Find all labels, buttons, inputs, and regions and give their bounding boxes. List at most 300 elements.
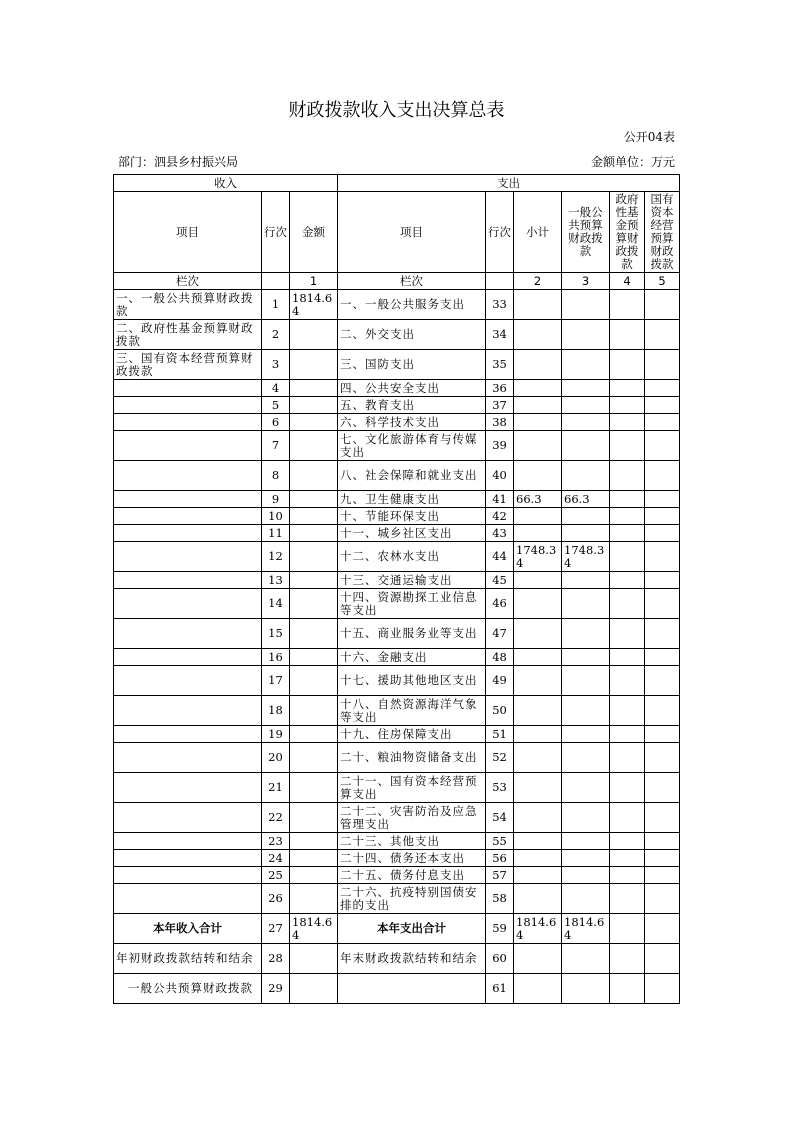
income-amount-header: 金额 bbox=[290, 192, 338, 273]
table-row bbox=[114, 833, 680, 850]
subtotal-value bbox=[514, 320, 562, 350]
budget-table bbox=[113, 174, 680, 1004]
subtotal-value bbox=[514, 884, 562, 914]
state-capital-value bbox=[645, 884, 680, 914]
general-budget-value bbox=[562, 290, 610, 320]
table-row bbox=[114, 944, 680, 974]
income-item bbox=[114, 491, 262, 508]
income-amount bbox=[290, 572, 338, 589]
expense-line: 51 bbox=[486, 726, 514, 743]
income-amount bbox=[290, 619, 338, 649]
table-row bbox=[114, 726, 680, 743]
income-amount bbox=[290, 884, 338, 914]
table-row bbox=[114, 542, 680, 572]
table-row bbox=[114, 380, 680, 397]
general-budget-value: 1814.64 bbox=[562, 914, 610, 944]
general-budget-value bbox=[562, 431, 610, 461]
general-budget-header: 一般公共预算财政拨款 bbox=[562, 192, 610, 273]
general-budget-value bbox=[562, 773, 610, 803]
income-item bbox=[114, 508, 262, 525]
fund-budget-value bbox=[610, 850, 645, 867]
income-item bbox=[114, 833, 262, 850]
income-item bbox=[114, 803, 262, 833]
subtotal-value bbox=[514, 508, 562, 525]
fund-budget-value bbox=[610, 491, 645, 508]
income-line: 11 bbox=[262, 525, 290, 542]
expense-line: 39 bbox=[486, 431, 514, 461]
state-capital-value bbox=[645, 461, 680, 491]
state-capital-value bbox=[645, 320, 680, 350]
income-line: 17 bbox=[262, 666, 290, 696]
fund-budget-value bbox=[610, 461, 645, 491]
income-item bbox=[114, 743, 262, 773]
income-amount bbox=[290, 649, 338, 666]
state-capital-value bbox=[645, 491, 680, 508]
income-item bbox=[114, 850, 262, 867]
fund-budget-value bbox=[610, 320, 645, 350]
state-capital-value bbox=[645, 649, 680, 666]
income-line: 4 bbox=[262, 380, 290, 397]
subtotal-value bbox=[514, 867, 562, 884]
subtotal-value bbox=[514, 619, 562, 649]
income-amount bbox=[290, 380, 338, 397]
expense-item: 二十、粮油物资储备支出 bbox=[338, 743, 486, 773]
general-budget-value bbox=[562, 696, 610, 726]
expense-line: 45 bbox=[486, 572, 514, 589]
income-line: 9 bbox=[262, 491, 290, 508]
state-capital-value bbox=[645, 572, 680, 589]
expense-line: 42 bbox=[486, 508, 514, 525]
income-line: 13 bbox=[262, 572, 290, 589]
state-capital-value bbox=[645, 944, 680, 974]
table-row bbox=[114, 320, 680, 350]
income-line: 29 bbox=[262, 974, 290, 1004]
fund-budget-value bbox=[610, 867, 645, 884]
expense-item: 四、公共安全支出 bbox=[338, 380, 486, 397]
expense-line: 53 bbox=[486, 773, 514, 803]
expense-item: 六、科学技术支出 bbox=[338, 414, 486, 431]
table-row bbox=[114, 773, 680, 803]
income-amount bbox=[290, 350, 338, 380]
expense-line: 47 bbox=[486, 619, 514, 649]
income-amount bbox=[290, 666, 338, 696]
income-line: 2 bbox=[262, 320, 290, 350]
fund-budget-value bbox=[610, 414, 645, 431]
income-line: 5 bbox=[262, 397, 290, 414]
general-budget-value bbox=[562, 743, 610, 773]
col-number-3: 3 bbox=[562, 273, 610, 290]
fund-budget-value bbox=[610, 726, 645, 743]
col-number-5: 5 bbox=[645, 273, 680, 290]
expense-item: 七、文化旅游体育与传媒支出 bbox=[338, 431, 486, 461]
table-row bbox=[114, 572, 680, 589]
table-row bbox=[114, 914, 680, 944]
page-title: 财政拨款收入支出决算总表 bbox=[288, 100, 505, 121]
subtotal-value bbox=[514, 696, 562, 726]
table-row bbox=[114, 525, 680, 542]
fund-budget-value bbox=[610, 833, 645, 850]
general-budget-value bbox=[562, 726, 610, 743]
general-budget-value bbox=[562, 666, 610, 696]
table-row bbox=[114, 350, 680, 380]
income-item bbox=[114, 884, 262, 914]
income-item bbox=[114, 649, 262, 666]
table-row bbox=[114, 397, 680, 414]
income-line: 14 bbox=[262, 589, 290, 619]
expense-item: 二十一、国有资本经营预算支出 bbox=[338, 773, 486, 803]
state-capital-value bbox=[645, 773, 680, 803]
income-amount bbox=[290, 397, 338, 414]
expense-item: 年末财政拨款结转和结余 bbox=[338, 944, 486, 974]
subtotal-value: 1748.34 bbox=[514, 542, 562, 572]
general-budget-value bbox=[562, 619, 610, 649]
subtotal-value bbox=[514, 803, 562, 833]
income-amount bbox=[290, 803, 338, 833]
general-budget-value bbox=[562, 380, 610, 397]
state-capital-value bbox=[645, 696, 680, 726]
expense-item: 十一、城乡社区支出 bbox=[338, 525, 486, 542]
expense-line: 61 bbox=[486, 974, 514, 1004]
income-col-label: 栏次 bbox=[114, 273, 262, 290]
state-capital-value bbox=[645, 431, 680, 461]
fund-budget-header: 政府性基金预算财政拨款 bbox=[610, 192, 645, 273]
state-capital-value bbox=[645, 666, 680, 696]
income-line-header: 行次 bbox=[262, 192, 290, 273]
table-row bbox=[114, 589, 680, 619]
fund-budget-value bbox=[610, 649, 645, 666]
income-item bbox=[114, 773, 262, 803]
income-amount bbox=[290, 696, 338, 726]
expense-item: 五、教育支出 bbox=[338, 397, 486, 414]
income-line: 28 bbox=[262, 944, 290, 974]
expense-line: 38 bbox=[486, 414, 514, 431]
subtotal-value bbox=[514, 726, 562, 743]
state-capital-value bbox=[645, 589, 680, 619]
fund-budget-value bbox=[610, 619, 645, 649]
expense-line: 41 bbox=[486, 491, 514, 508]
general-budget-value bbox=[562, 850, 610, 867]
fund-budget-value bbox=[610, 542, 645, 572]
general-budget-value bbox=[562, 884, 610, 914]
fund-budget-value bbox=[610, 743, 645, 773]
expense-line: 56 bbox=[486, 850, 514, 867]
expense-item: 九、卫生健康支出 bbox=[338, 491, 486, 508]
income-item bbox=[114, 589, 262, 619]
state-capital-value bbox=[645, 350, 680, 380]
expense-line: 52 bbox=[486, 743, 514, 773]
table-row bbox=[114, 461, 680, 491]
expense-line: 37 bbox=[486, 397, 514, 414]
expense-item: 十七、援助其他地区支出 bbox=[338, 666, 486, 696]
expense-item: 十三、交通运输支出 bbox=[338, 572, 486, 589]
fund-budget-value bbox=[610, 884, 645, 914]
subtotal-value bbox=[514, 290, 562, 320]
subtotal-value bbox=[514, 974, 562, 1004]
fund-budget-value bbox=[610, 666, 645, 696]
fund-budget-value bbox=[610, 773, 645, 803]
expense-line: 35 bbox=[486, 350, 514, 380]
income-amount bbox=[290, 542, 338, 572]
expense-line: 36 bbox=[486, 380, 514, 397]
expense-item: 十四、资源勘探工业信息等支出 bbox=[338, 589, 486, 619]
income-line: 8 bbox=[262, 461, 290, 491]
table-row bbox=[114, 974, 680, 1004]
expense-item: 本年支出合计 bbox=[338, 914, 486, 944]
subtotal-value bbox=[514, 944, 562, 974]
income-amount bbox=[290, 773, 338, 803]
expense-line: 55 bbox=[486, 833, 514, 850]
state-capital-value bbox=[645, 525, 680, 542]
income-item bbox=[114, 726, 262, 743]
expense-item: 二十三、其他支出 bbox=[338, 833, 486, 850]
col-number-4: 4 bbox=[610, 273, 645, 290]
subtotal-value bbox=[514, 572, 562, 589]
income-item: 三、国有资本经营预算财政拨款 bbox=[114, 350, 262, 380]
general-budget-value bbox=[562, 414, 610, 431]
fund-budget-value bbox=[610, 589, 645, 619]
expense-item: 二十四、债务还本支出 bbox=[338, 850, 486, 867]
income-amount bbox=[290, 431, 338, 461]
state-capital-value bbox=[645, 867, 680, 884]
expense-item: 十六、金融支出 bbox=[338, 649, 486, 666]
col-number-2: 2 bbox=[514, 273, 562, 290]
expense-line: 48 bbox=[486, 649, 514, 666]
fund-budget-value bbox=[610, 572, 645, 589]
general-budget-value bbox=[562, 649, 610, 666]
income-item: 年初财政拨款结转和结余 bbox=[114, 944, 262, 974]
expense-line: 58 bbox=[486, 884, 514, 914]
income-item bbox=[114, 431, 262, 461]
income-amount bbox=[290, 508, 338, 525]
state-capital-value bbox=[645, 850, 680, 867]
general-budget-value bbox=[562, 461, 610, 491]
table-row bbox=[114, 290, 680, 320]
subtotal-value bbox=[514, 589, 562, 619]
expense-line-header: 行次 bbox=[486, 192, 514, 273]
income-line: 3 bbox=[262, 350, 290, 380]
expense-item: 二十五、债务付息支出 bbox=[338, 867, 486, 884]
expense-line: 50 bbox=[486, 696, 514, 726]
expense-line-col bbox=[486, 273, 514, 290]
fund-budget-value bbox=[610, 380, 645, 397]
income-amount bbox=[290, 974, 338, 1004]
income-amount bbox=[290, 320, 338, 350]
income-item bbox=[114, 397, 262, 414]
income-line: 26 bbox=[262, 884, 290, 914]
subtotal-value bbox=[514, 833, 562, 850]
income-item bbox=[114, 696, 262, 726]
table-row bbox=[114, 850, 680, 867]
general-budget-value bbox=[562, 350, 610, 380]
income-amount bbox=[290, 944, 338, 974]
income-item: 本年收入合计 bbox=[114, 914, 262, 944]
income-item bbox=[114, 867, 262, 884]
income-item bbox=[114, 542, 262, 572]
expense-item: 十、节能环保支出 bbox=[338, 508, 486, 525]
subtotal-value bbox=[514, 414, 562, 431]
expense-item: 十二、农林水支出 bbox=[338, 542, 486, 572]
state-capital-value bbox=[645, 619, 680, 649]
subtotal-value bbox=[514, 773, 562, 803]
table-row bbox=[114, 696, 680, 726]
table-row bbox=[114, 743, 680, 773]
state-capital-value bbox=[645, 726, 680, 743]
income-item bbox=[114, 572, 262, 589]
income-line: 12 bbox=[262, 542, 290, 572]
expense-item: 八、社会保障和就业支出 bbox=[338, 461, 486, 491]
state-capital-value bbox=[645, 974, 680, 1004]
state-capital-header: 国有资本经营预算财政拨款 bbox=[645, 192, 680, 273]
income-item: 二、政府性基金预算财政拨款 bbox=[114, 320, 262, 350]
subtotal-value bbox=[514, 397, 562, 414]
income-item bbox=[114, 666, 262, 696]
expense-item: 二十二、灾害防治及应急管理支出 bbox=[338, 803, 486, 833]
income-item bbox=[114, 461, 262, 491]
income-line: 6 bbox=[262, 414, 290, 431]
income-line: 27 bbox=[262, 914, 290, 944]
income-item bbox=[114, 414, 262, 431]
general-budget-value bbox=[562, 867, 610, 884]
state-capital-value bbox=[645, 397, 680, 414]
table-row bbox=[114, 508, 680, 525]
expense-line: 57 bbox=[486, 867, 514, 884]
state-capital-value bbox=[645, 803, 680, 833]
income-amount bbox=[290, 414, 338, 431]
expense-line: 54 bbox=[486, 803, 514, 833]
table-row bbox=[114, 884, 680, 914]
income-item bbox=[114, 525, 262, 542]
subtotal-value bbox=[514, 850, 562, 867]
subtotal-value bbox=[514, 461, 562, 491]
income-amount: 1814.64 bbox=[290, 914, 338, 944]
general-budget-value bbox=[562, 397, 610, 414]
subtotal-value: 66.3 bbox=[514, 491, 562, 508]
income-amount bbox=[290, 491, 338, 508]
expense-item: 二、外交支出 bbox=[338, 320, 486, 350]
expense-line: 44 bbox=[486, 542, 514, 572]
expense-line: 43 bbox=[486, 525, 514, 542]
state-capital-value bbox=[645, 743, 680, 773]
income-line: 24 bbox=[262, 850, 290, 867]
expense-item: 十九、住房保障支出 bbox=[338, 726, 486, 743]
expense-header: 支出 bbox=[338, 175, 680, 192]
income-line: 15 bbox=[262, 619, 290, 649]
income-line: 7 bbox=[262, 431, 290, 461]
state-capital-value bbox=[645, 542, 680, 572]
expense-item: 十五、商业服务业等支出 bbox=[338, 619, 486, 649]
income-line: 18 bbox=[262, 696, 290, 726]
general-budget-value bbox=[562, 320, 610, 350]
expense-line: 33 bbox=[486, 290, 514, 320]
state-capital-value bbox=[645, 290, 680, 320]
department-label: 部门：泗县乡村振兴局 bbox=[118, 155, 239, 169]
general-budget-value: 66.3 bbox=[562, 491, 610, 508]
table-row bbox=[114, 649, 680, 666]
fund-budget-value bbox=[610, 431, 645, 461]
subtotal-value bbox=[514, 666, 562, 696]
state-capital-value bbox=[645, 508, 680, 525]
table-row bbox=[114, 803, 680, 833]
table-row bbox=[114, 666, 680, 696]
subtotal-value bbox=[514, 380, 562, 397]
general-budget-value bbox=[562, 833, 610, 850]
subtotal-value: 1814.64 bbox=[514, 914, 562, 944]
state-capital-value bbox=[645, 833, 680, 850]
fund-budget-value bbox=[610, 696, 645, 726]
income-amount: 1814.64 bbox=[290, 290, 338, 320]
income-item: 一般公共预算财政拨款 bbox=[114, 974, 262, 1004]
expense-line: 46 bbox=[486, 589, 514, 619]
subtotal-value bbox=[514, 525, 562, 542]
income-amount bbox=[290, 867, 338, 884]
income-line: 23 bbox=[262, 833, 290, 850]
expense-item bbox=[338, 974, 486, 1004]
subtotal-value bbox=[514, 649, 562, 666]
table-row bbox=[114, 414, 680, 431]
state-capital-value bbox=[645, 914, 680, 944]
expense-item: 二十六、抗疫特别国债安排的支出 bbox=[338, 884, 486, 914]
fund-budget-value bbox=[610, 525, 645, 542]
fund-budget-value bbox=[610, 350, 645, 380]
fund-budget-value bbox=[610, 914, 645, 944]
expense-item: 三、国防支出 bbox=[338, 350, 486, 380]
expense-col-label: 栏次 bbox=[338, 273, 486, 290]
general-budget-value bbox=[562, 525, 610, 542]
form-code: 公开04表 bbox=[623, 130, 675, 144]
income-line: 25 bbox=[262, 867, 290, 884]
income-amount bbox=[290, 726, 338, 743]
income-header: 收入 bbox=[114, 175, 338, 192]
income-line: 22 bbox=[262, 803, 290, 833]
fund-budget-value bbox=[610, 803, 645, 833]
fund-budget-value bbox=[610, 944, 645, 974]
income-item bbox=[114, 619, 262, 649]
fund-budget-value bbox=[610, 974, 645, 1004]
income-amount bbox=[290, 833, 338, 850]
expense-line: 60 bbox=[486, 944, 514, 974]
income-amount bbox=[290, 461, 338, 491]
income-line: 19 bbox=[262, 726, 290, 743]
state-capital-value bbox=[645, 380, 680, 397]
table-row bbox=[114, 619, 680, 649]
income-amount bbox=[290, 589, 338, 619]
income-line-col bbox=[262, 273, 290, 290]
table-row bbox=[114, 491, 680, 508]
table-row bbox=[114, 431, 680, 461]
expense-line: 40 bbox=[486, 461, 514, 491]
general-budget-value: 1748.34 bbox=[562, 542, 610, 572]
general-budget-value bbox=[562, 589, 610, 619]
income-line: 21 bbox=[262, 773, 290, 803]
expense-line: 49 bbox=[486, 666, 514, 696]
income-amount bbox=[290, 743, 338, 773]
fund-budget-value bbox=[610, 508, 645, 525]
expense-item: 一、一般公共服务支出 bbox=[338, 290, 486, 320]
income-line: 16 bbox=[262, 649, 290, 666]
table-row bbox=[114, 867, 680, 884]
subtotal-value bbox=[514, 743, 562, 773]
expense-item-header: 项目 bbox=[338, 192, 486, 273]
general-budget-value bbox=[562, 974, 610, 1004]
income-amount bbox=[290, 525, 338, 542]
subtotal-value bbox=[514, 431, 562, 461]
general-budget-value bbox=[562, 944, 610, 974]
income-item: 一、一般公共预算财政拨款 bbox=[114, 290, 262, 320]
income-line: 1 bbox=[262, 290, 290, 320]
unit-label: 金额单位：万元 bbox=[590, 155, 675, 169]
general-budget-value bbox=[562, 572, 610, 589]
general-budget-value bbox=[562, 508, 610, 525]
